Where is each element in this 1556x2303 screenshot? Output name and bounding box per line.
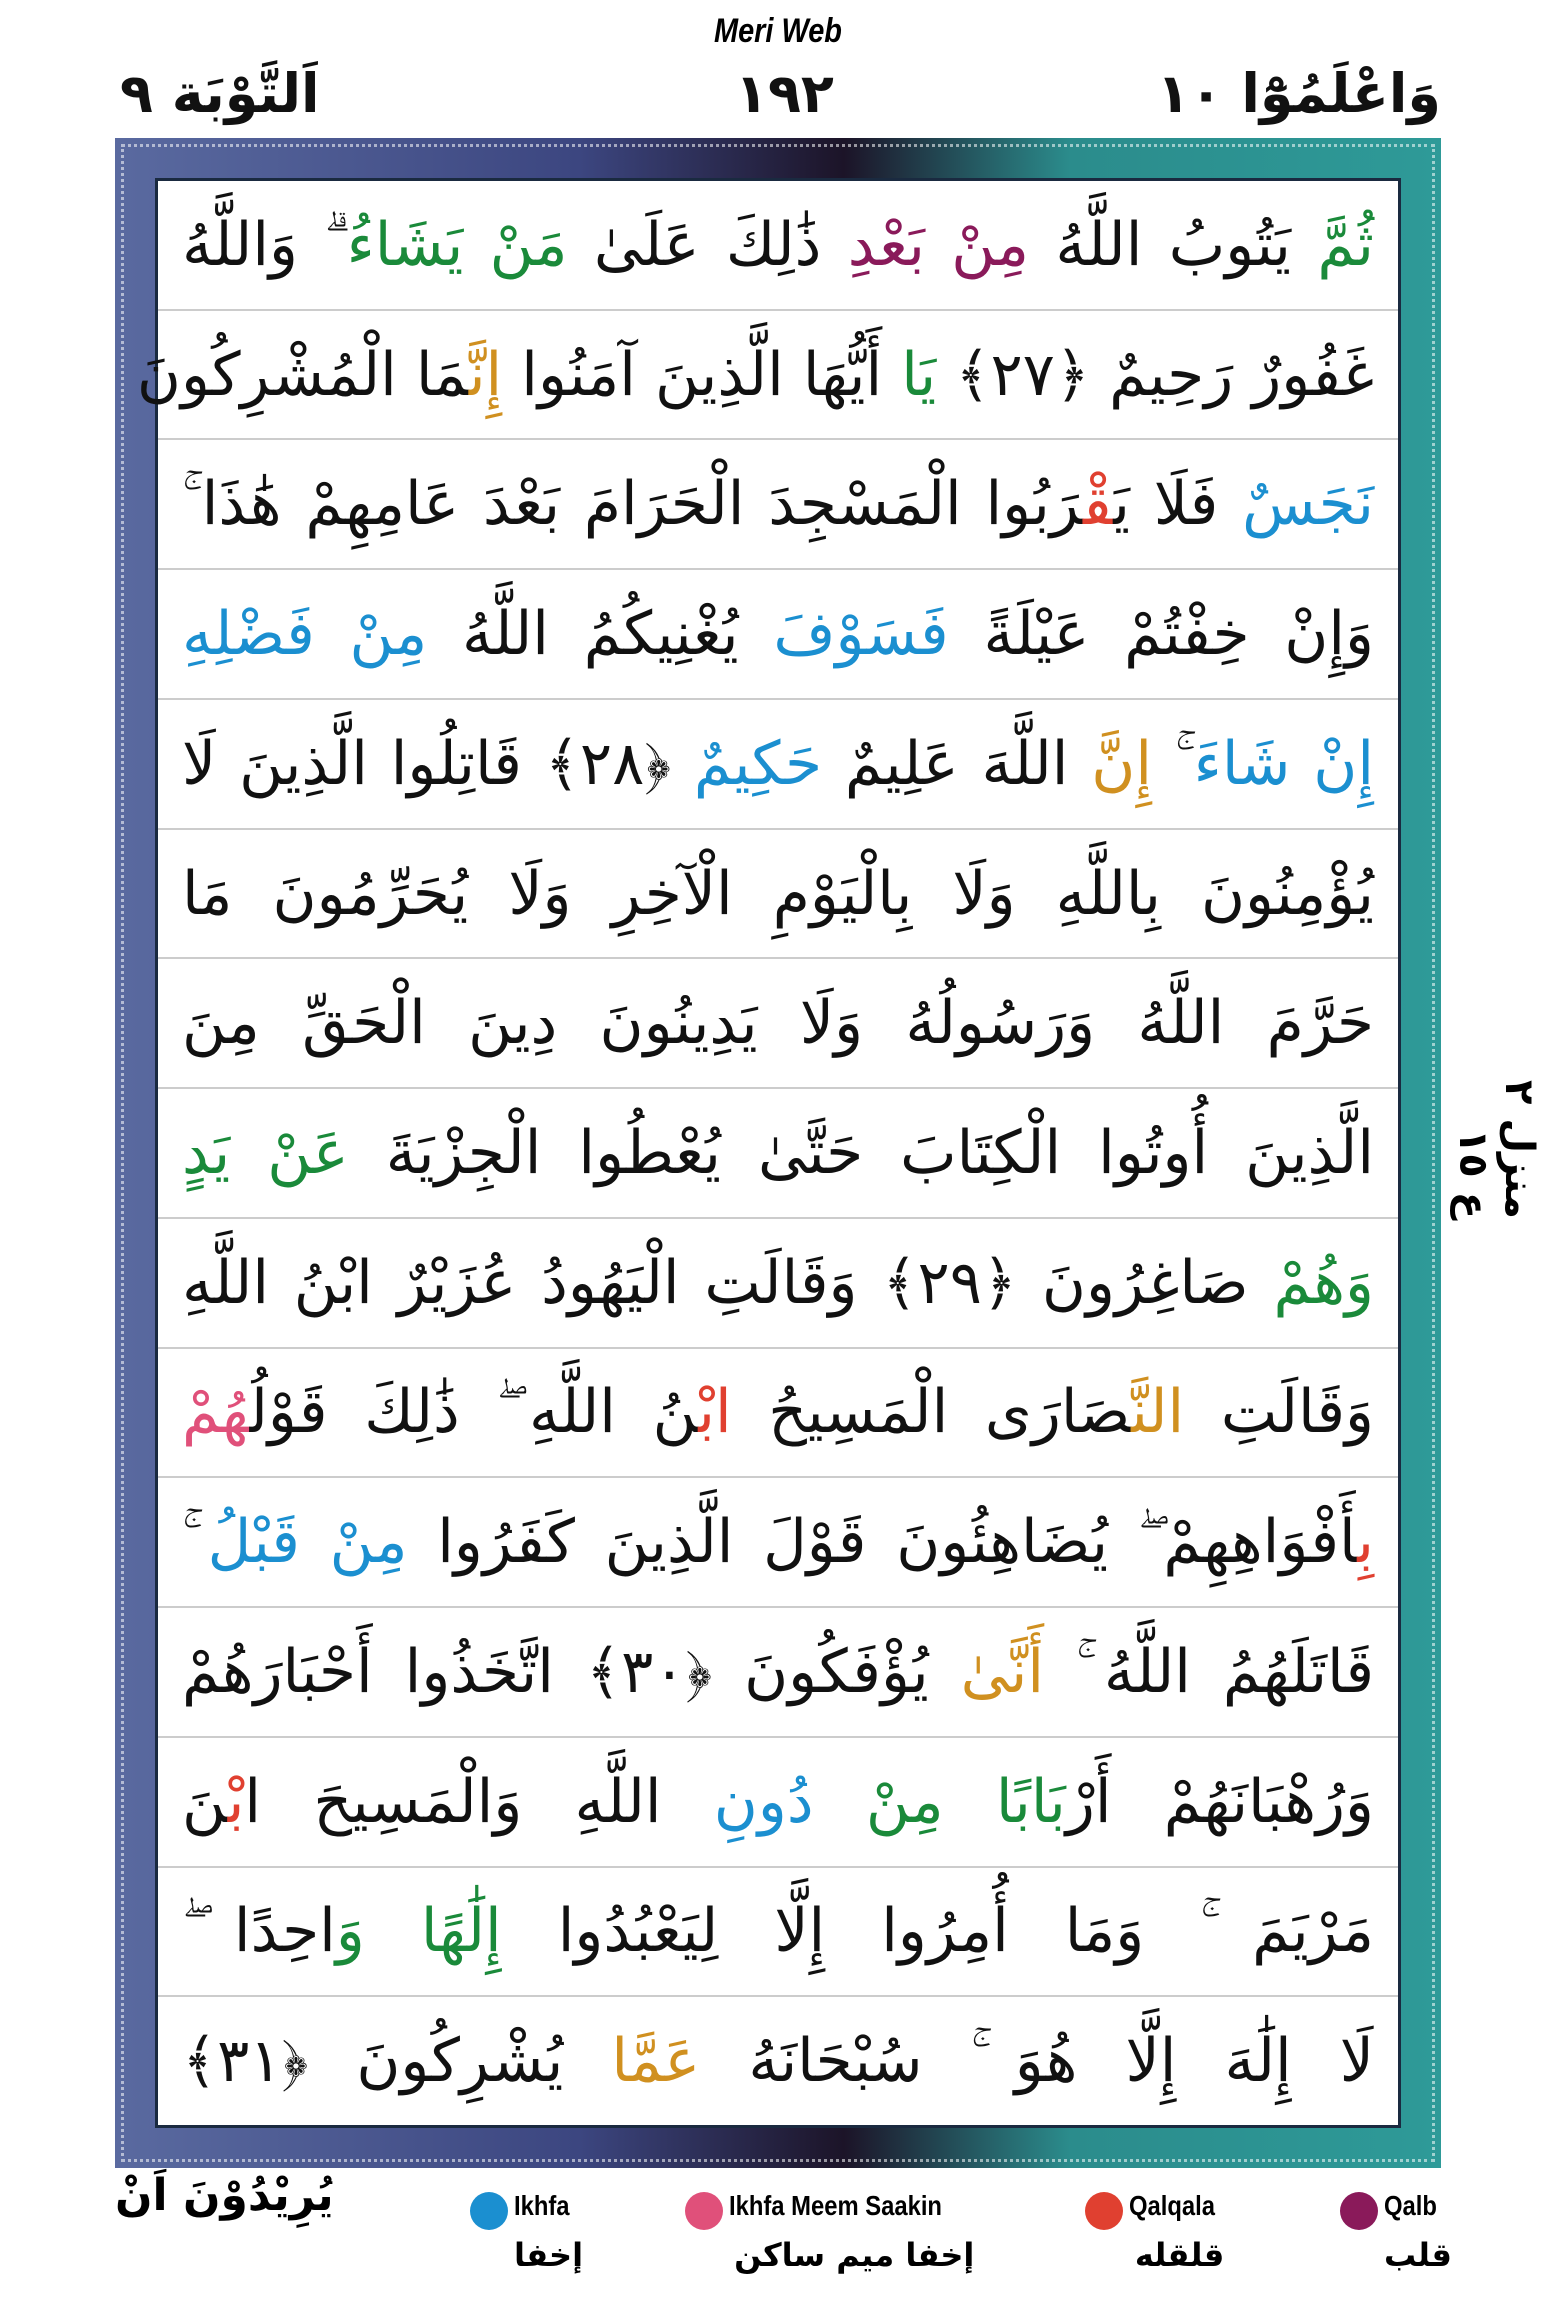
line-text <box>182 1118 1374 1188</box>
text-line <box>158 1608 1398 1738</box>
legend-label: Qalqala <box>1129 2190 1215 2221</box>
line-text <box>182 1767 1374 1837</box>
text-segment: ﴿٢٨﴾ قَاتِلُوا الَّذِينَ لَا <box>182 728 694 799</box>
tajweed-highlight: بِ <box>1357 1507 1374 1578</box>
text-segment <box>814 1767 866 1837</box>
line-text <box>182 1248 1374 1318</box>
legend-label-ar: إخفا <box>514 2236 584 2274</box>
line-text <box>182 2026 1374 2096</box>
legend-label-ar: إخفا ميم ساكن <box>734 2236 975 2274</box>
tajweed-highlight: مَنْ يَشَاءُ <box>346 209 568 280</box>
text-line <box>158 1868 1398 1998</box>
text-segment: وَقَالَتِ <box>1184 1377 1374 1448</box>
line-text <box>182 210 1374 280</box>
surah-name: اَلتَّوْبَة ٩ <box>120 62 320 125</box>
text-segment: صَاغِرُونَ ﴿٢٩﴾ وَقَالَتِ الْيَهُودُ عُزَيْرٌ ابْنُ اللَّهِ <box>182 1247 1274 1318</box>
text-segment: مَرْيَمَ ۚ وَمَا أُمِرُوا إِلَّا لِيَعْبُدُوا <box>501 1896 1374 1967</box>
tajweed-highlight: حَكِيمٌ <box>693 728 823 799</box>
text-line <box>158 1089 1398 1219</box>
text-segment: نُ اللَّهِ ۖ ذَٰلِكَ قَوْلُ <box>249 1377 699 1448</box>
text-segment: غَفُورٌ رَحِيمٌ ﴿٢٧﴾ <box>936 339 1374 410</box>
legend-label-ar: قلب <box>1384 2236 1452 2274</box>
tajweed-highlight: نَجَسٌ <box>1242 469 1375 540</box>
text-segment: رَبُوا الْمَسْجِدَ الْحَرَامَ بَعْدَ عَامِهِمْ هَٰذَا ۚ <box>182 469 1083 540</box>
line-text <box>182 1377 1374 1447</box>
legend-ikhfa <box>470 2190 583 2274</box>
text-segment: يُؤْفَكُونَ ﴿٣٠﴾ اتَّخَذُوا أَحْبَارَهُمْ <box>182 1636 961 1707</box>
legend-label: Ikhfa Meem Saakin <box>729 2190 942 2221</box>
tajweed-highlight: ثُمَّ <box>1317 209 1374 280</box>
text-segment: وَإِنْ خِفْتُمْ عَيْلَةً <box>948 599 1374 670</box>
text-line <box>158 1349 1398 1479</box>
tajweed-highlight: مِنْ قَبْلُ <box>207 1507 408 1578</box>
line-text <box>182 859 1374 929</box>
text-segment: لَا إِلَٰهَ إِلَّا هُوَ ۚ سُبْحَانَهُ <box>700 2026 1374 2097</box>
text-line <box>158 181 1398 311</box>
text-line <box>158 1219 1398 1349</box>
text-segment: ۚ <box>1152 728 1194 799</box>
ruku-label: ع ١٥ <box>1450 1128 1496 1220</box>
text-segment: وَرُهْبَانَهُمْ أَرْ <box>1065 1766 1375 1837</box>
tajweed-highlight: دُونِ <box>713 1766 814 1837</box>
tajweed-highlight: إِنَّ <box>1091 728 1153 799</box>
text-segment: نَ <box>182 1766 228 1837</box>
text-line <box>158 570 1398 700</box>
text-segment: ۗ وَاللَّهُ <box>182 209 347 280</box>
qalqala-color-dot <box>1085 2192 1123 2230</box>
text-segment: قَاتَلَهُمُ اللَّهُ ۚ <box>1044 1636 1375 1707</box>
ikhfa-color-dot <box>470 2192 508 2230</box>
quran-text-area <box>136 178 1401 2128</box>
text-segment: أَيُّهَا الَّذِينَ آمَنُوا <box>502 339 902 410</box>
ikhfa-meem-color-dot <box>685 2192 723 2230</box>
line-text <box>136 339 1374 410</box>
tajweed-highlight: فَسَوْفَ <box>773 599 949 670</box>
text-line <box>158 1738 1398 1868</box>
tajweed-highlight: ابْ <box>698 1377 732 1448</box>
tajweed-highlight: أَنَّىٰ <box>960 1636 1045 1707</box>
legend-label-ar: قلقله <box>1134 2236 1225 2274</box>
tajweed-highlight: هُمْ <box>182 1377 250 1448</box>
legend-label: Ikhfa <box>514 2190 570 2221</box>
text-segment: اللَّهَ عَلِيمٌ <box>822 728 1092 799</box>
manzil-label: منزل ٢ <box>1496 1080 1542 1220</box>
brand-title: Meri Web <box>714 12 842 50</box>
legend-label: Qalb <box>1384 2190 1437 2221</box>
text-line <box>136 311 1398 441</box>
juz-name: وَاعْلَمُوْٓا ١٠ <box>1156 62 1441 125</box>
tajweed-highlight: عَمَّا <box>611 2026 701 2097</box>
text-segment: يُغْنِيكُمُ اللَّهُ <box>427 599 774 670</box>
text-segment: حَرَّمَ اللَّهُ وَرَسُولُهُ وَلَا يَدِينُونَ دِينَ الْحَقِّ مِنَ <box>182 988 1374 1059</box>
line-text <box>182 988 1374 1058</box>
qalb-color-dot <box>1340 2192 1378 2230</box>
margin-note <box>1450 1080 1542 1259</box>
text-line <box>158 830 1398 960</box>
text-line <box>158 440 1398 570</box>
catchword: يُرِيْدُوْنَ اَنْ <box>115 2170 334 2221</box>
text-line <box>158 700 1398 830</box>
page-number: ١٩٢ <box>735 62 834 125</box>
text-segment: مَا الْمُشْرِكُونَ <box>136 339 469 410</box>
line-text <box>182 1637 1374 1707</box>
legend-ikhfa-meem <box>685 2190 980 2274</box>
text-segment: صَارَى الْمَسِيحُ <box>731 1377 1132 1448</box>
line-text <box>182 729 1374 799</box>
tajweed-highlight: بَابًا مِنْ <box>865 1766 1066 1837</box>
text-line <box>158 1478 1398 1608</box>
text-segment: اللَّهِ وَالْمَسِيحَ ا <box>244 1766 714 1837</box>
line-text <box>182 1896 1374 1966</box>
tajweed-highlight: بْ <box>227 1766 245 1837</box>
text-segment: أَفْوَاهِهِمْ ۖ يُضَاهِئُونَ قَوْلَ الَّذِينَ كَفَرُوا <box>407 1507 1358 1578</box>
text-segment: الَّذِينَ أُوتُوا الْكِتَابَ حَتَّىٰ يُعْطُوا الْجِزْيَةَ <box>348 1118 1375 1188</box>
text-segment: يُؤْمِنُونَ بِاللَّهِ وَلَا بِالْيَوْمِ الْآخِرِ وَلَا يُحَرِّمُونَ مَا <box>182 858 1374 929</box>
text-line <box>158 1997 1398 2125</box>
text-segment: ۚ <box>182 1507 208 1578</box>
text-segment: احِدًا ۖ <box>182 1896 336 1967</box>
text-segment: يَتُوبُ اللَّهُ <box>1029 209 1318 280</box>
tajweed-highlight: يَا <box>901 339 937 410</box>
legend-qalb <box>1340 2190 1452 2274</box>
tajweed-highlight: إِلَٰهًا وَ <box>335 1896 502 1967</box>
tajweed-highlight: وَهُمْ <box>1273 1247 1374 1318</box>
line-text <box>182 469 1374 539</box>
line-text <box>182 1507 1374 1577</box>
tajweed-highlight: النَّ <box>1131 1377 1185 1448</box>
legend-qalqala <box>1085 2190 1230 2274</box>
tajweed-highlight: عَنْ يَدٍ <box>182 1118 349 1188</box>
tajweed-highlight: قْ <box>1082 469 1114 540</box>
tajweed-highlight: إِنْ شَاءَ <box>1193 728 1375 799</box>
line-text <box>182 599 1374 669</box>
text-segment: فَلَا يَ <box>1113 469 1243 540</box>
text-segment: ذَٰلِكَ عَلَىٰ <box>567 209 848 280</box>
text-line <box>158 959 1398 1089</box>
text-segment: يُشْرِكُونَ ﴿٣١﴾ <box>182 2026 612 2097</box>
tajweed-highlight: مِنْ بَعْدِ <box>847 209 1030 280</box>
tajweed-highlight: إِنَّ <box>468 339 503 410</box>
tajweed-highlight: مِنْ فَضْلِهِ <box>182 599 428 670</box>
page-border <box>115 138 1441 2168</box>
